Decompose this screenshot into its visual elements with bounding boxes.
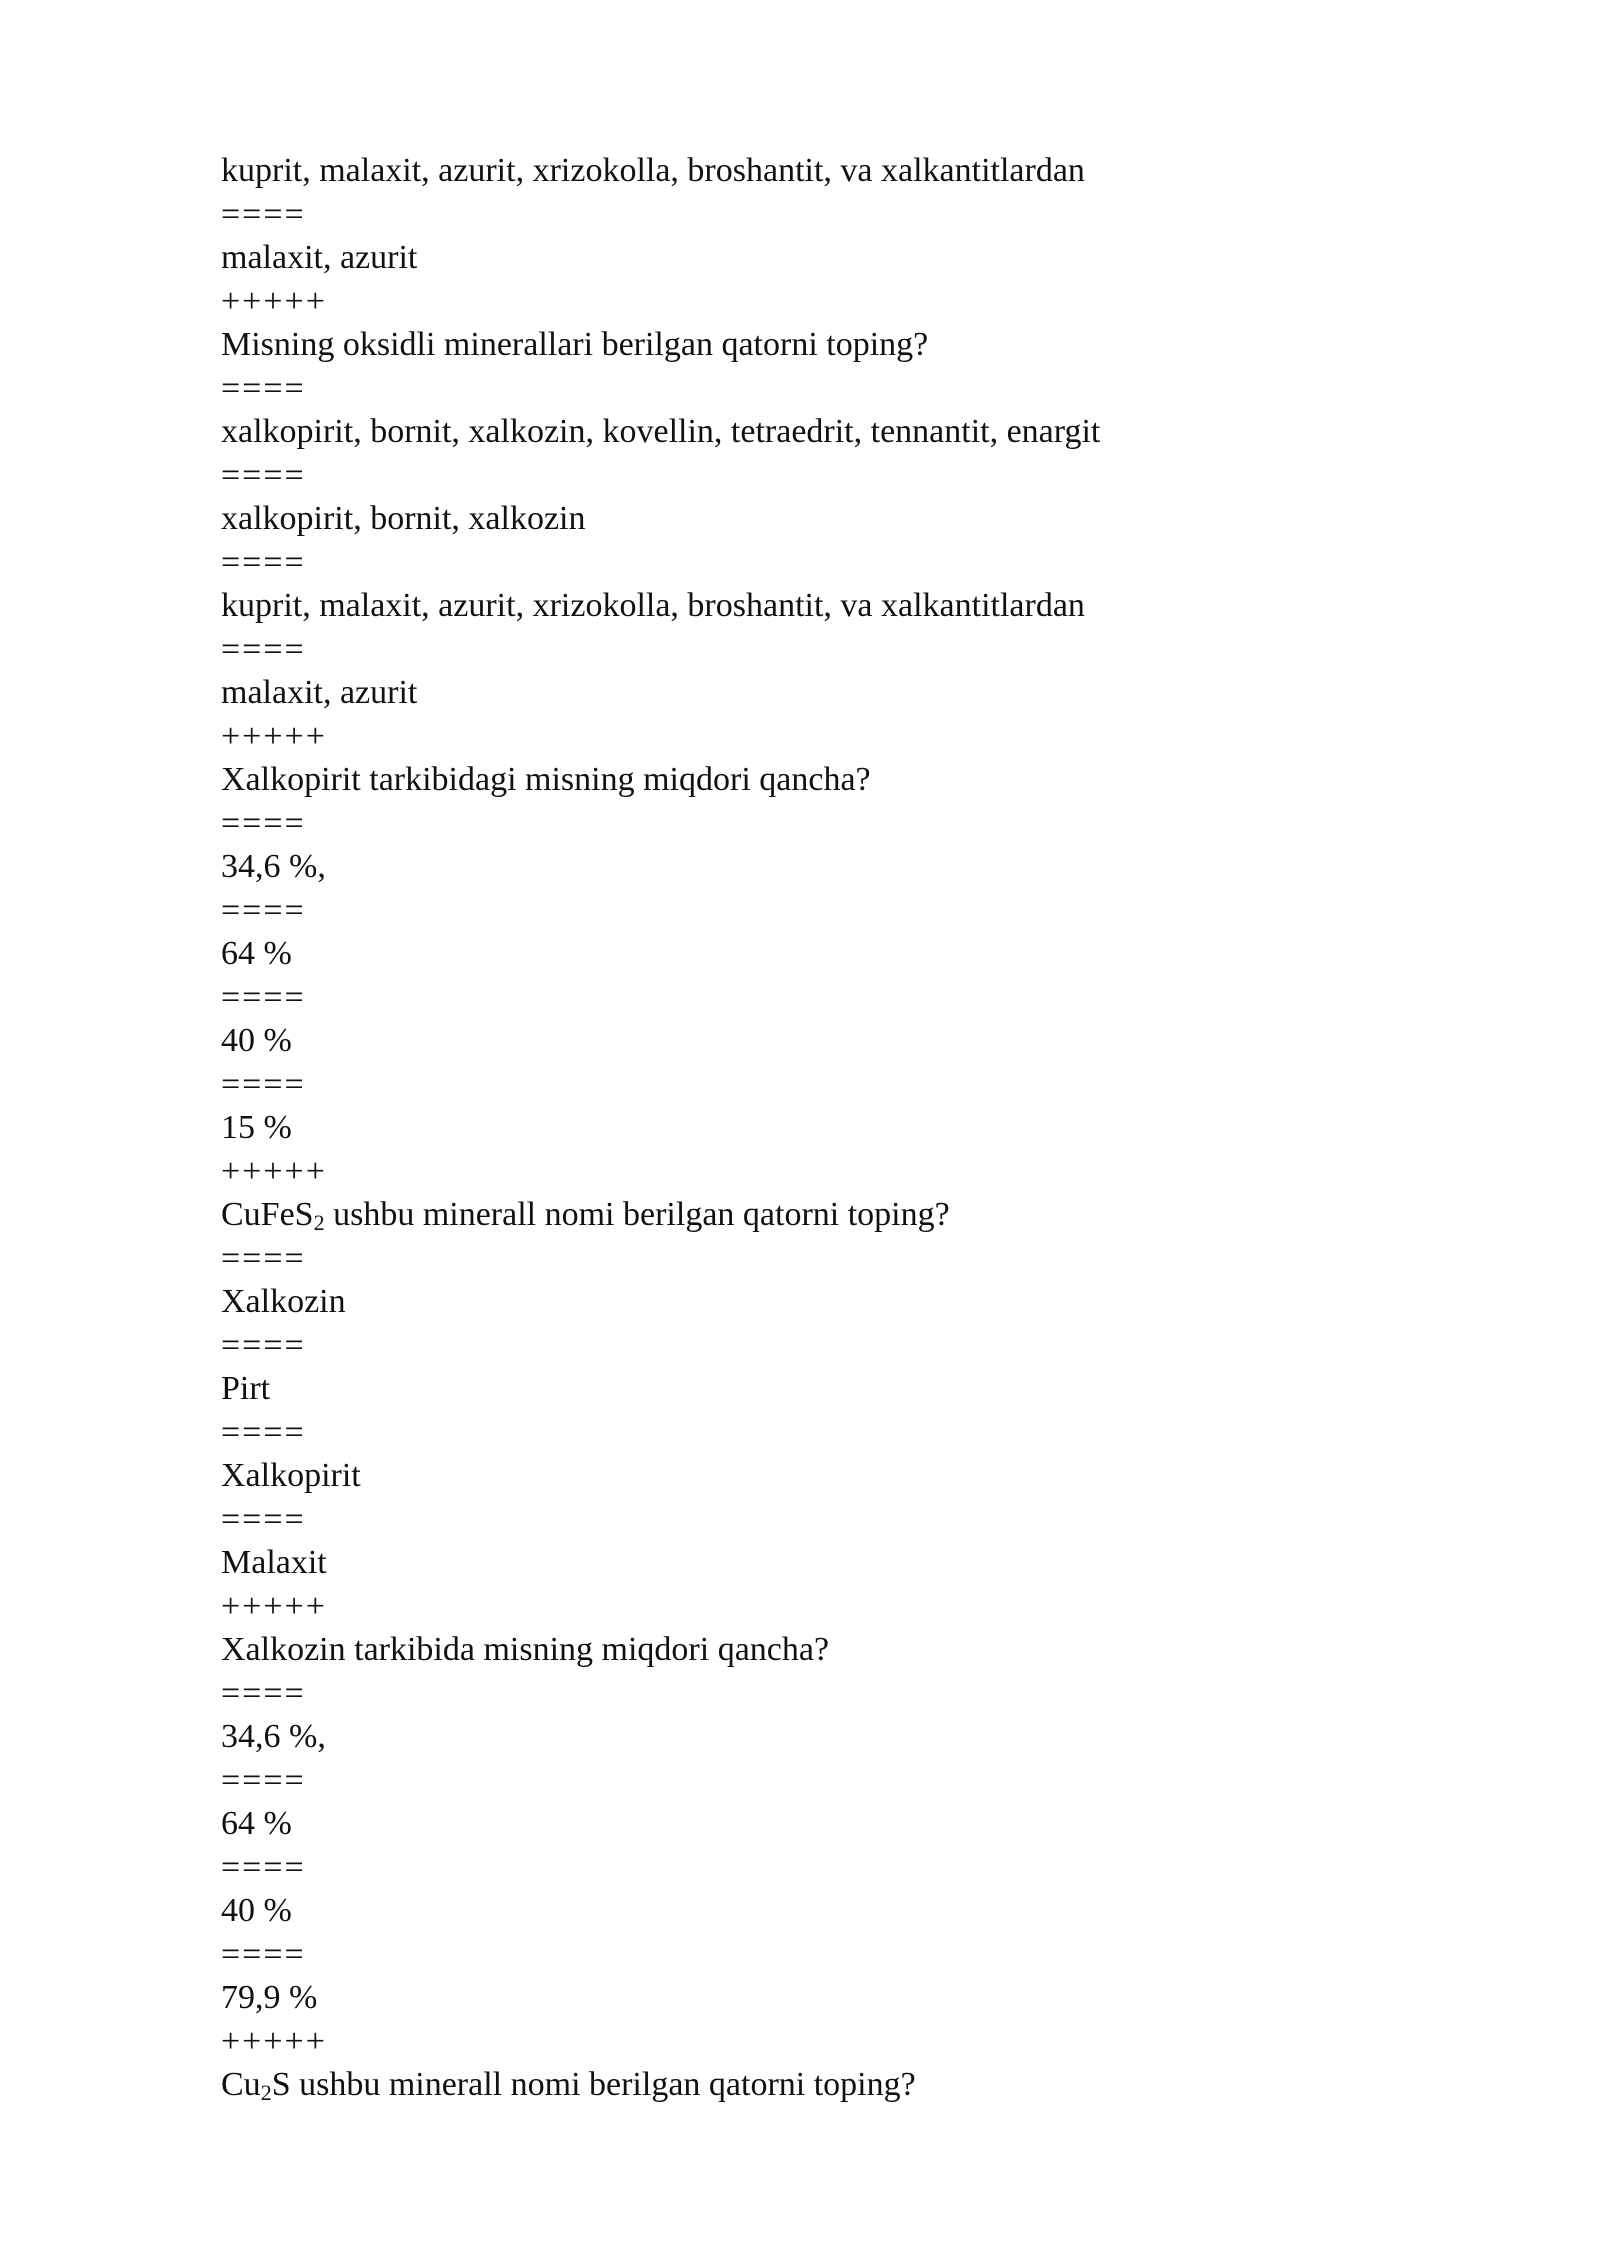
question-text: ushbu minerall nomi berilgan qatorni toping? <box>324 1196 950 1233</box>
text-line: kuprit, malaxit, azurit, xrizokolla, broshantit, va xalkantitlardan <box>221 152 1085 189</box>
text-line: Xalkozin tarkibida misning miqdori qancha? <box>221 1631 830 1668</box>
text-line: 64 % <box>221 935 292 972</box>
text-line: Pirt <box>221 1370 271 1407</box>
separator-line: +++++ <box>221 1152 327 1190</box>
separator-line: ==== <box>221 1761 306 1799</box>
separator-line: ==== <box>221 369 306 407</box>
separator-line: ==== <box>221 1674 306 1712</box>
separator-line: ==== <box>221 1326 306 1364</box>
separator-line: ==== <box>221 1848 306 1886</box>
separator-line: ==== <box>221 1065 306 1103</box>
text-line: 64 % <box>221 1805 292 1842</box>
text-line: Misning oksidli minerallari berilgan qatorni toping? <box>221 326 929 363</box>
text-line: 79,9 % <box>221 1979 318 2016</box>
formula-text: CuFeS <box>221 1196 314 1233</box>
text-line: malaxit, azurit <box>221 239 418 276</box>
text-line: malaxit, azurit <box>221 674 418 711</box>
text-line: xalkopirit, bornit, xalkozin <box>221 500 586 537</box>
separator-line: ==== <box>221 891 306 929</box>
text-line: Xalkopirit <box>221 1457 361 1494</box>
text-line: 34,6 %, <box>221 848 326 885</box>
separator-line: ==== <box>221 456 306 494</box>
separator-line: ==== <box>221 1500 306 1538</box>
text-line: xalkopirit, bornit, xalkozin, kovellin, tetraedrit, tennantit, enargit <box>221 413 1101 450</box>
document-body <box>221 149 1471 2107</box>
separator-line: +++++ <box>221 282 327 320</box>
formula-text: Cu <box>221 2066 261 2103</box>
separator-line: ==== <box>221 1239 306 1277</box>
text-line: 40 % <box>221 1892 292 1929</box>
separator-line: ==== <box>221 195 306 233</box>
separator-line: ==== <box>221 804 306 842</box>
separator-line: +++++ <box>221 717 327 755</box>
text-line: Xalkopirit tarkibidagi misning miqdori qancha? <box>221 761 871 798</box>
question-text: S ushbu minerall nomi berilgan qatorni toping? <box>271 2066 916 2103</box>
text-line: 34,6 %, <box>221 1718 326 1755</box>
separator-line: ==== <box>221 543 306 581</box>
text-line: kuprit, malaxit, azurit, xrizokolla, broshantit, va xalkantitlardan <box>221 587 1085 624</box>
separator-line: ==== <box>221 1935 306 1973</box>
text-line: Xalkozin <box>221 1283 346 1320</box>
separator-line: +++++ <box>221 2022 327 2060</box>
question-line <box>221 1193 1471 1237</box>
question-line <box>221 2063 1471 2107</box>
separator-line: ==== <box>221 978 306 1016</box>
separator-line: ==== <box>221 630 306 668</box>
text-line: Malaxit <box>221 1544 327 1581</box>
text-line: 40 % <box>221 1022 292 1059</box>
formula-subscript: 2 <box>313 1210 325 1235</box>
text-line: 15 % <box>221 1109 292 1146</box>
separator-line: ==== <box>221 1413 306 1451</box>
separator-line: +++++ <box>221 1587 327 1625</box>
formula-subscript: 2 <box>260 2080 272 2105</box>
